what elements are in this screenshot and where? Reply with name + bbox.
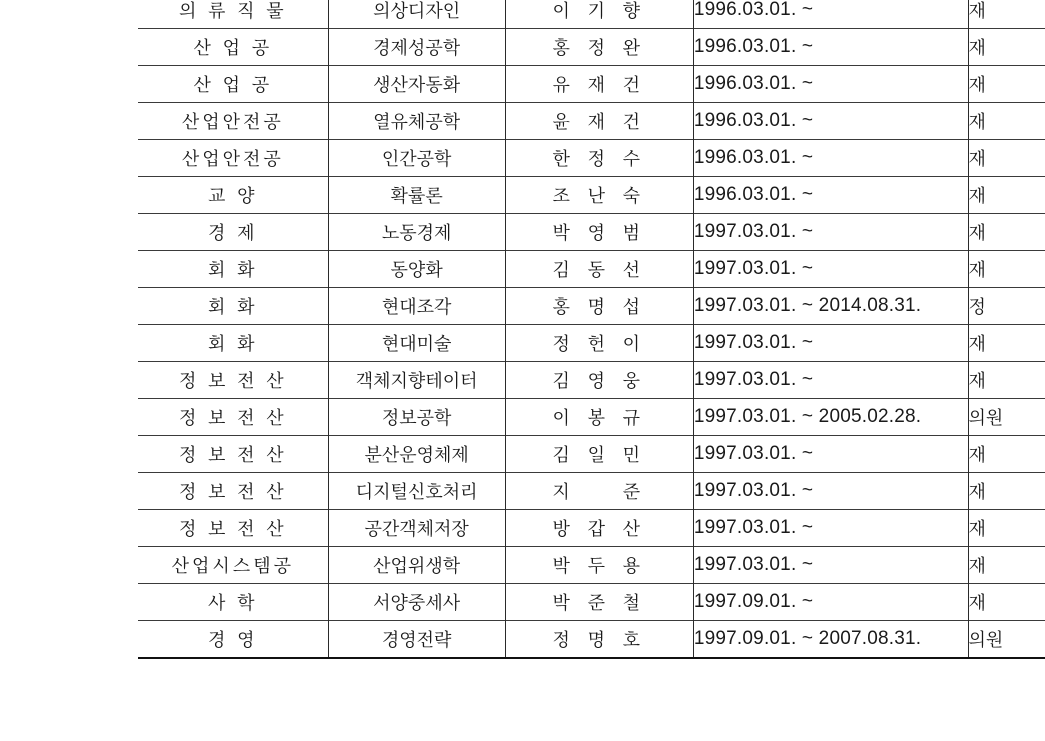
name-cell: 김 일 민 <box>505 436 693 473</box>
period-cell: 1997.03.01. ~ 2005.02.28. <box>693 399 968 436</box>
subject-cell: 경제성공학 <box>328 29 505 66</box>
period-cell: 1997.03.01. ~ <box>693 473 968 510</box>
period-cell: 1997.03.01. ~ <box>693 251 968 288</box>
subject-cell: 분산운영체제 <box>328 436 505 473</box>
subject-cell: 생산자동화 <box>328 66 505 103</box>
subject-cell: 열유체공학 <box>328 103 505 140</box>
subject-cell: 현대미술 <box>328 325 505 362</box>
name-cell: 박 두 용 <box>505 547 693 584</box>
subject-cell: 디지털신호처리 <box>328 473 505 510</box>
status-cell: 재 <box>968 29 1045 66</box>
subject-cell: 객체지향테이터 <box>328 362 505 399</box>
period-cell: 1996.03.01. ~ <box>693 177 968 214</box>
period-cell: 1997.03.01. ~ <box>693 214 968 251</box>
department-cell: 경 제 <box>138 214 328 251</box>
period-cell: 1996.03.01. ~ <box>693 103 968 140</box>
subject-cell: 경영전략 <box>328 621 505 659</box>
name-cell: 지 준 <box>505 473 693 510</box>
subject-cell: 동양화 <box>328 251 505 288</box>
table-row <box>138 103 1045 140</box>
period-cell: 1997.03.01. ~ <box>693 362 968 399</box>
subject-cell: 노동경제 <box>328 214 505 251</box>
table-row <box>138 0 1045 29</box>
name-cell: 김 영 웅 <box>505 362 693 399</box>
subject-cell: 현대조각 <box>328 288 505 325</box>
status-cell: 의원 <box>968 621 1045 659</box>
name-cell: 김 동 선 <box>505 251 693 288</box>
name-cell: 조 난 숙 <box>505 177 693 214</box>
department-cell: 정 보 전 산 <box>138 362 328 399</box>
status-cell: 재 <box>968 251 1045 288</box>
period-cell: 1997.03.01. ~ <box>693 510 968 547</box>
department-cell: 의 류 직 물 <box>178 1 287 22</box>
department-cell: 산업시스템공 <box>138 547 328 584</box>
table-row <box>138 251 1045 288</box>
status-cell: 재 <box>968 362 1045 399</box>
department-cell: 사 학 <box>138 584 328 621</box>
period-cell: 1997.03.01. ~ <box>693 436 968 473</box>
table-row <box>138 547 1045 584</box>
subject-cell: 인간공학 <box>328 140 505 177</box>
name-cell: 정 명 호 <box>505 621 693 659</box>
status-cell: 재 <box>968 325 1045 362</box>
status-cell: 재 <box>968 140 1045 177</box>
subject-cell: 산업위생학 <box>328 547 505 584</box>
period-cell: 1997.09.01. ~ <box>693 584 968 621</box>
department-cell: 회 화 <box>138 251 328 288</box>
department-cell: 정 보 전 산 <box>138 436 328 473</box>
status-cell: 재 <box>968 66 1045 103</box>
table-row <box>138 325 1045 362</box>
status-cell: 재 <box>968 103 1045 140</box>
period-cell: 1997.03.01. ~ <box>693 325 968 362</box>
department-cell: 정 보 전 산 <box>138 510 328 547</box>
name-cell: 홍 정 완 <box>505 29 693 66</box>
status-cell: 재 <box>968 177 1045 214</box>
table-row <box>138 177 1045 214</box>
table-row <box>138 29 1045 66</box>
status-cell: 재 <box>968 0 1045 29</box>
table-row <box>138 436 1045 473</box>
name-cell: 이 봉 규 <box>505 399 693 436</box>
name-cell: 이 기 향 <box>505 0 693 29</box>
period-cell: 1996.03.01. ~ <box>693 29 968 66</box>
subject-cell: 확률론 <box>328 177 505 214</box>
department-cell: 교 양 <box>138 177 328 214</box>
table-row <box>138 140 1045 177</box>
table-row <box>138 214 1045 251</box>
subject-cell: 의상디자인 <box>328 0 505 29</box>
table-row <box>138 473 1045 510</box>
subject-cell: 서양중세사 <box>328 584 505 621</box>
name-cell: 유 재 건 <box>505 66 693 103</box>
table-row <box>138 399 1045 436</box>
table-row <box>138 66 1045 103</box>
subject-cell: 정보공학 <box>328 399 505 436</box>
department-cell: 회 화 <box>138 325 328 362</box>
name-cell: 홍 명 섭 <box>505 288 693 325</box>
department-cell: 산업안전공 <box>138 140 328 177</box>
name-cell: 정 헌 이 <box>505 325 693 362</box>
period-cell: 1997.03.01. ~ 2014.08.31. <box>693 288 968 325</box>
status-cell: 재 <box>968 584 1045 621</box>
status-cell: 재 <box>968 510 1045 547</box>
table-body <box>138 0 1045 658</box>
table-row <box>138 510 1045 547</box>
period-cell: 1996.03.01. ~ <box>693 0 968 29</box>
period-cell: 1996.03.01. ~ <box>693 140 968 177</box>
status-cell: 재 <box>968 214 1045 251</box>
department-cell: 산업안전공 <box>138 103 328 140</box>
name-cell: 박 준 철 <box>505 584 693 621</box>
name-cell: 한 정 수 <box>505 140 693 177</box>
table-row <box>138 288 1045 325</box>
name-cell: 박 영 범 <box>505 214 693 251</box>
status-cell: 재 <box>968 473 1045 510</box>
status-cell: 재 <box>968 436 1045 473</box>
department-cell: 경 영 <box>138 621 328 659</box>
period-cell: 1996.03.01. ~ <box>693 66 968 103</box>
faculty-table <box>138 0 1045 659</box>
table-row <box>138 362 1045 399</box>
status-cell: 재 <box>968 547 1045 584</box>
period-cell: 1997.03.01. ~ <box>693 547 968 584</box>
status-cell: 의원 <box>968 399 1045 436</box>
status-cell: 정 <box>968 288 1045 325</box>
department-cell: 회 화 <box>138 288 328 325</box>
department-cell: 산 업 공 <box>138 66 328 103</box>
department-cell: 정 보 전 산 <box>138 473 328 510</box>
table-row <box>138 621 1045 659</box>
table-row <box>138 584 1045 621</box>
period-cell: 1997.09.01. ~ 2007.08.31. <box>693 621 968 659</box>
name-cell: 방 갑 산 <box>505 510 693 547</box>
name-cell: 윤 재 건 <box>505 103 693 140</box>
subject-cell: 공간객체저장 <box>328 510 505 547</box>
department-cell: 정 보 전 산 <box>138 399 328 436</box>
department-cell: 산 업 공 <box>138 29 328 66</box>
